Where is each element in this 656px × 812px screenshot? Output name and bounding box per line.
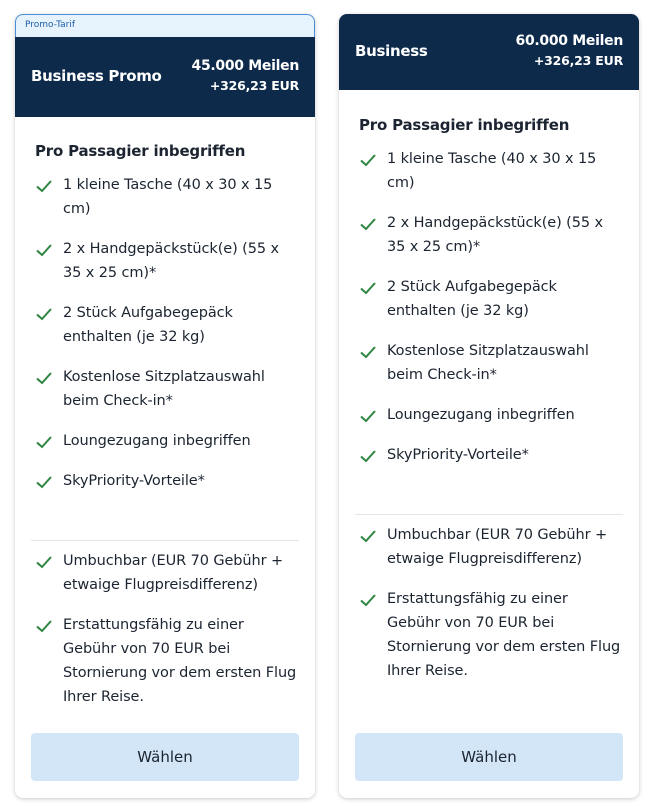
fare-surcharge: +326,23 EUR: [533, 53, 623, 68]
fare-card-business-promo: [15, 14, 315, 798]
feature-label: SkyPriority-Vorteile*: [387, 447, 529, 463]
fare-header: [15, 37, 315, 117]
check-icon: [359, 279, 377, 297]
feature-label: Kostenlose Sitzplatzauswahl beim Check-in*: [63, 369, 265, 409]
check-icon: [35, 473, 53, 491]
promo-badge: Promo-Tarif: [15, 14, 315, 37]
list-item: [339, 275, 639, 323]
feature-label: 1 kleine Tasche (40 x 30 x 15 cm): [387, 151, 597, 191]
feature-label: SkyPriority-Vorteile*: [63, 473, 205, 489]
feature-label: Loungezugang inbegriffen: [63, 433, 251, 449]
conditions-list: [339, 523, 639, 699]
condition-label: Umbuchbar (EUR 70 Gebühr + etwaige Flugpreisdifferenz): [63, 553, 283, 593]
list-item: [15, 173, 315, 221]
select-fare-button[interactable]: Wählen: [355, 733, 623, 781]
list-item: [15, 613, 315, 709]
feature-label: 1 kleine Tasche (40 x 30 x 15 cm): [63, 177, 273, 217]
conditions-list: [15, 549, 315, 725]
list-item: [15, 237, 315, 285]
fare-miles: 60.000 Meilen: [515, 33, 623, 49]
fare-header: [339, 14, 639, 90]
condition-label: Erstattungsfähig zu einer Gebühr von 70 EUR bei Stornierung vor dem ersten Flug Ihrer Reise.: [387, 591, 621, 679]
check-icon: [35, 369, 53, 387]
list-item: [339, 403, 639, 427]
fare-name: Business: [355, 42, 428, 60]
fare-surcharge: +326,23 EUR: [209, 78, 299, 93]
list-item: [339, 523, 639, 571]
list-item: [339, 443, 639, 467]
check-icon: [35, 241, 53, 259]
feature-label: 2 Stück Aufgabegepäck enthalten (je 32 kg): [387, 279, 557, 319]
check-icon: [359, 215, 377, 233]
select-fare-button[interactable]: Wählen: [31, 733, 299, 781]
check-icon: [35, 617, 53, 635]
included-title: Pro Passagier inbegriffen: [35, 142, 246, 160]
list-item: [339, 211, 639, 259]
list-item: [339, 147, 639, 195]
check-icon: [35, 553, 53, 571]
check-icon: [359, 591, 377, 609]
list-item: [15, 429, 315, 453]
check-icon: [359, 407, 377, 425]
fare-miles: 45.000 Meilen: [191, 58, 299, 74]
feature-label: 2 Stück Aufgabegepäck enthalten (je 32 kg): [63, 305, 233, 345]
feature-label: Loungezugang inbegriffen: [387, 407, 575, 423]
fare-price: [516, 33, 624, 68]
divider: [31, 540, 299, 541]
fare-name: Business Promo: [31, 67, 162, 85]
fare-price: [192, 58, 300, 93]
divider: [355, 514, 623, 515]
fare-card-business: [339, 14, 639, 798]
included-list: [339, 147, 639, 483]
check-icon: [359, 527, 377, 545]
feature-label: 2 x Handgepäckstück(e) (55 x 35 x 25 cm)*: [387, 215, 603, 255]
list-item: [15, 469, 315, 493]
list-item: [339, 339, 639, 387]
list-item: [15, 549, 315, 597]
list-item: [15, 301, 315, 349]
check-icon: [35, 433, 53, 451]
list-item: [15, 365, 315, 413]
included-list: [15, 173, 315, 509]
check-icon: [359, 343, 377, 361]
condition-label: Umbuchbar (EUR 70 Gebühr + etwaige Flugpreisdifferenz): [387, 527, 607, 567]
feature-label: 2 x Handgepäckstück(e) (55 x 35 x 25 cm)*: [63, 241, 279, 281]
check-icon: [359, 151, 377, 169]
feature-label: Kostenlose Sitzplatzauswahl beim Check-in*: [387, 343, 589, 383]
check-icon: [35, 305, 53, 323]
check-icon: [35, 177, 53, 195]
check-icon: [359, 447, 377, 465]
included-title: Pro Passagier inbegriffen: [359, 116, 570, 134]
condition-label: Erstattungsfähig zu einer Gebühr von 70 EUR bei Stornierung vor dem ersten Flug Ihrer Reise.: [63, 617, 297, 705]
list-item: [339, 587, 639, 683]
